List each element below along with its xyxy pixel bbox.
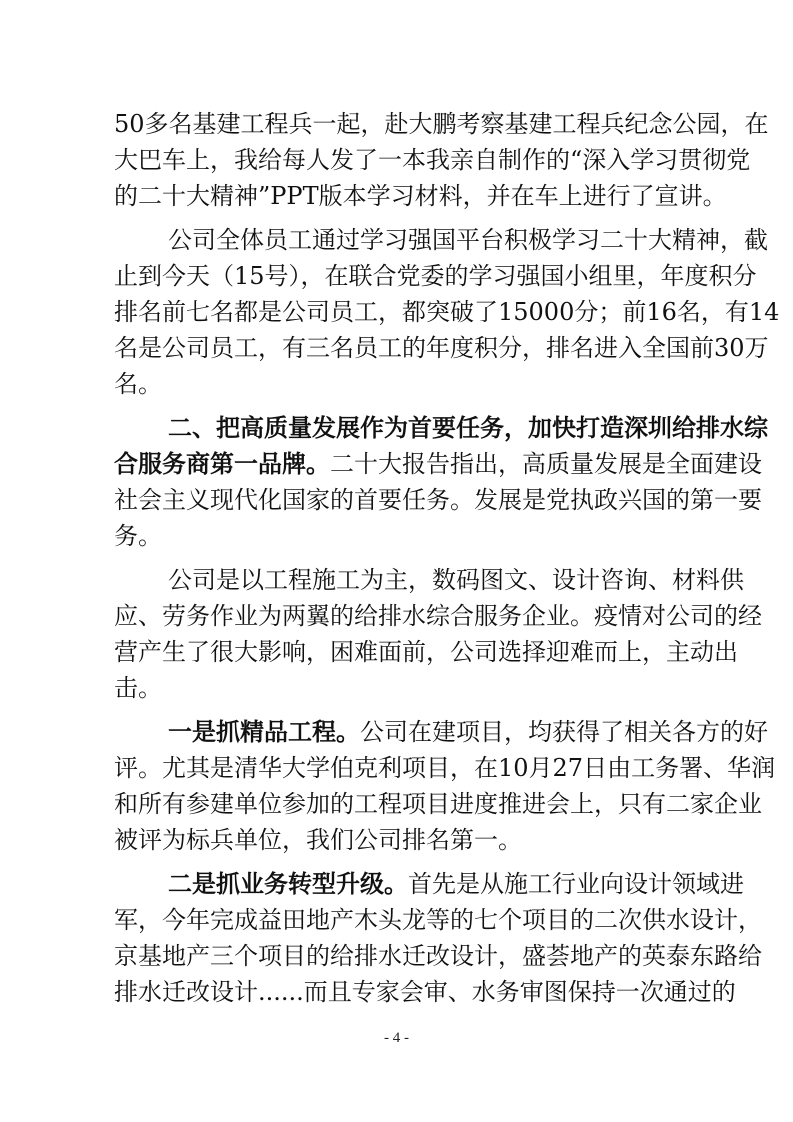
paragraph-6-line-1	[168, 866, 744, 902]
paragraph-2-line-1: 公司全体员工通过学习强国平台积极学习二十大精神，截	[168, 226, 768, 254]
section-heading-bold: 合服务商第一品牌。	[114, 449, 330, 478]
paragraph-1-line-2: 大巴车上，我给每人发了一本我亲自制作的“深入学习贯彻党	[114, 146, 751, 174]
paragraph-5-lead: 一是抓精品工程。	[168, 717, 360, 746]
paragraph-5-line-2: 评。尤其是清华大学伯克利项目，在10月27日由工务署、华润	[114, 754, 776, 782]
page-number: - 4 -	[384, 1030, 409, 1046]
paragraph-1-line-3: 的二十大精神”PPT版本学习材料，并在车上进行了宣讲。	[114, 182, 727, 210]
paragraph-4-line-4: 击。	[114, 674, 162, 702]
paragraph-6-line-3: 京基地产三个项目的给排水迁改设计，盛荟地产的英泰东路给	[114, 942, 762, 970]
paragraph-3-line-4: 务。	[114, 522, 162, 550]
paragraph-6-lead-rest: 首先是从施工行业向设计领域进	[408, 870, 744, 898]
paragraph-5-lead-rest: 公司在建项目，均获得了相关各方的好	[360, 718, 768, 746]
paragraph-4-line-1: 公司是以工程施工为主，数码图文、设计咨询、材料供	[168, 566, 744, 594]
section-heading-line-1: 二、把高质量发展作为首要任务，加快打造深圳给排水综	[168, 413, 768, 442]
section-heading-line-2	[114, 446, 762, 482]
paragraph-6-line-2: 军，今年完成益田地产木头龙等的七个项目的二次供水设计，	[114, 906, 762, 934]
paragraph-5-line-3: 和所有参建单位参加的工程项目进度推进会上，只有二家企业	[114, 790, 762, 818]
paragraph-2-line-5: 名。	[114, 370, 162, 398]
paragraph-2-line-3: 排名前七名都是公司员工，都突破了15000分；前16名，有14	[114, 298, 780, 326]
paragraph-5-line-4: 被评为标兵单位，我们公司排名第一。	[114, 826, 522, 854]
section-heading-body: 二十大报告指出，高质量发展是全面建设	[330, 450, 762, 478]
paragraph-2-line-2: 止到今天（15号），在联合党委的学习强国小组里，年度积分	[114, 262, 757, 290]
paragraph-5-line-1	[168, 714, 768, 750]
paragraph-3-line-3: 社会主义现代化国家的首要任务。发展是党执政兴国的第一要	[114, 486, 762, 514]
paragraph-6-line-4: 排水迁改设计......而且专家会审、水务审图保持一次通过的	[114, 978, 736, 1006]
paragraph-1-line-1: 50多名基建工程兵一起，赴大鹏考察基建工程兵纪念公园，在	[114, 110, 769, 138]
paragraph-6-lead: 二是抓业务转型升级。	[168, 869, 408, 898]
paragraph-4-line-2: 应、劳务作业为两翼的给排水综合服务企业。疫情对公司的经	[114, 602, 762, 630]
paragraph-2-line-4: 名是公司员工，有三名员工的年度积分，排名进入全国前30万	[114, 334, 769, 362]
paragraph-4-line-3: 营产生了很大影响，困难面前，公司选择迎难而上，主动出	[114, 638, 738, 666]
